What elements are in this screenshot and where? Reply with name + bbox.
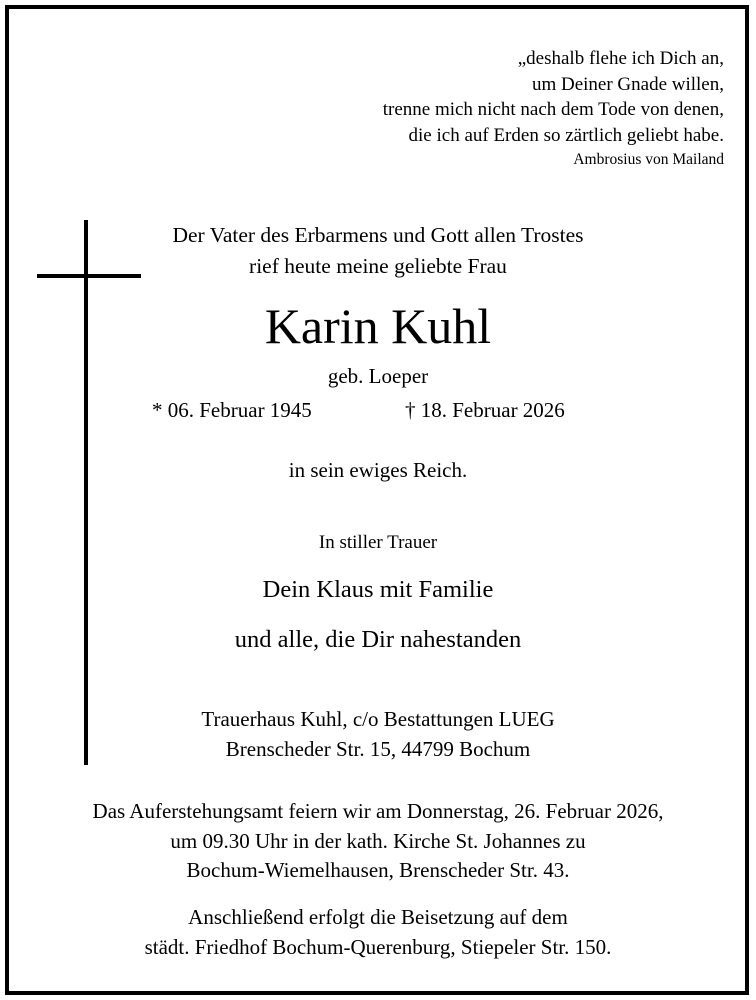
mourning-intro: In stiller Trauer xyxy=(318,532,438,553)
service-line: Das Auferstehungsamt feiern wir am Donnerstag, 26. Februar 2026, xyxy=(92,799,664,823)
quote-line: um Deiner Gnade willen, xyxy=(531,73,724,95)
deceased-name: Karin Kuhl xyxy=(264,298,492,354)
mourner-line: und alle, die Dir nahestanden xyxy=(234,626,522,653)
burial-line: städt. Friedhof Bochum-Querenburg, Stiepeler Str. 150. xyxy=(144,934,612,959)
quote-block xyxy=(383,46,724,172)
intro-line: Der Vater des Erbarmens und Gott allen Trostes xyxy=(172,223,584,247)
burial-line: Anschließend erfolgt die Beisetzung auf dem xyxy=(188,905,568,929)
maiden-name: geb. Loeper xyxy=(327,364,429,388)
birth-date: * 06. Februar 1945 xyxy=(152,398,312,422)
address-line: Trauerhaus Kuhl, c/o Bestattungen LUEG xyxy=(201,707,555,731)
service-line: Bochum-Wiemelhausen, Brenscheder Str. 43. xyxy=(186,858,570,882)
reich-text: in sein ewiges Reich. xyxy=(288,458,468,482)
mourning-house-address xyxy=(0,705,756,764)
quote-line: die ich auf Erden so zärtlich geliebt habe. xyxy=(408,124,724,146)
quote-line: „deshalb flehe ich Dich an, xyxy=(517,48,724,69)
death-date: † 18. Februar 2026 xyxy=(405,398,565,422)
intro-text xyxy=(0,220,756,282)
quote-author: Ambrosius von Mailand xyxy=(573,151,724,168)
service-line: um 09.30 Uhr in der kath. Kirche St. Johannes zu xyxy=(170,828,586,853)
intro-line: rief heute meine geliebte Frau xyxy=(249,254,507,278)
service-details xyxy=(0,797,756,886)
mourner-line: Dein Klaus mit Familie xyxy=(262,576,494,603)
address-line: Brenscheder Str. 15, 44799 Bochum xyxy=(225,736,531,761)
quote-line: trenne mich nicht nach dem Tode von denen, xyxy=(382,99,724,120)
burial-details xyxy=(0,903,756,962)
